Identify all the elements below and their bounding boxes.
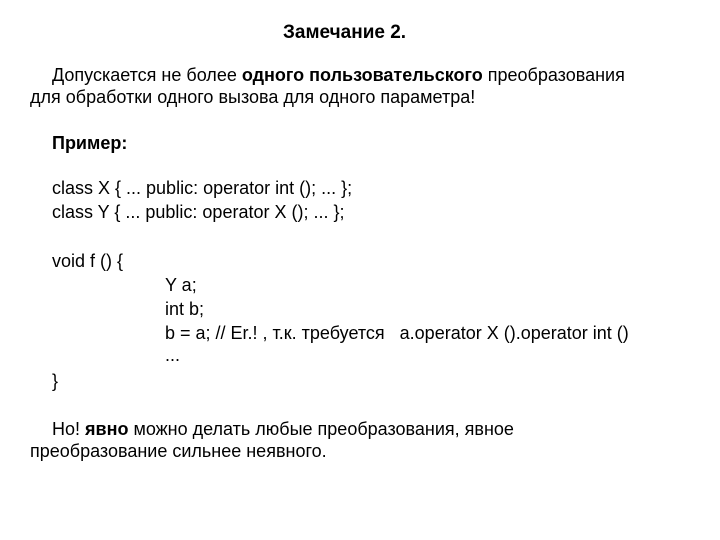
code-class-x: class X { ... public: operator int (); ... }; [52,178,353,198]
remark-text-prefix: Допускается не более [52,65,242,85]
remark-line-1 [52,64,625,86]
code-func-close: } [52,371,59,391]
page-title: Замечание 2. [283,22,407,43]
note-bold-text: явно [85,419,129,439]
note-text-prefix: Но! [52,419,86,439]
remark-bold-text: одного пользовательского [241,65,483,85]
example-label [52,132,127,154]
remark-text-suffix: преобразования [482,65,625,85]
example-label-text: Пример: [52,133,128,153]
note-line-1 [52,418,514,440]
code-body-line-3: b = a; // Er.! , т.к. требуется a.operator X ().operator int () [165,323,629,343]
note-line-2: преобразование сильнее неявного. [30,441,327,461]
code-body-line-1: Y a; [165,275,197,295]
code-body-line-2: int b; [165,299,205,319]
note-text-suffix: можно делать любые преобразования, явное [128,419,514,439]
remark-line-2: для обработки одного вызова для одного параметра! [30,87,476,107]
code-class-y: class Y { ... public: operator X (); ... }; [52,202,345,222]
code-body-line-4: ... [165,345,181,365]
code-func-open: void f () { [52,251,124,271]
